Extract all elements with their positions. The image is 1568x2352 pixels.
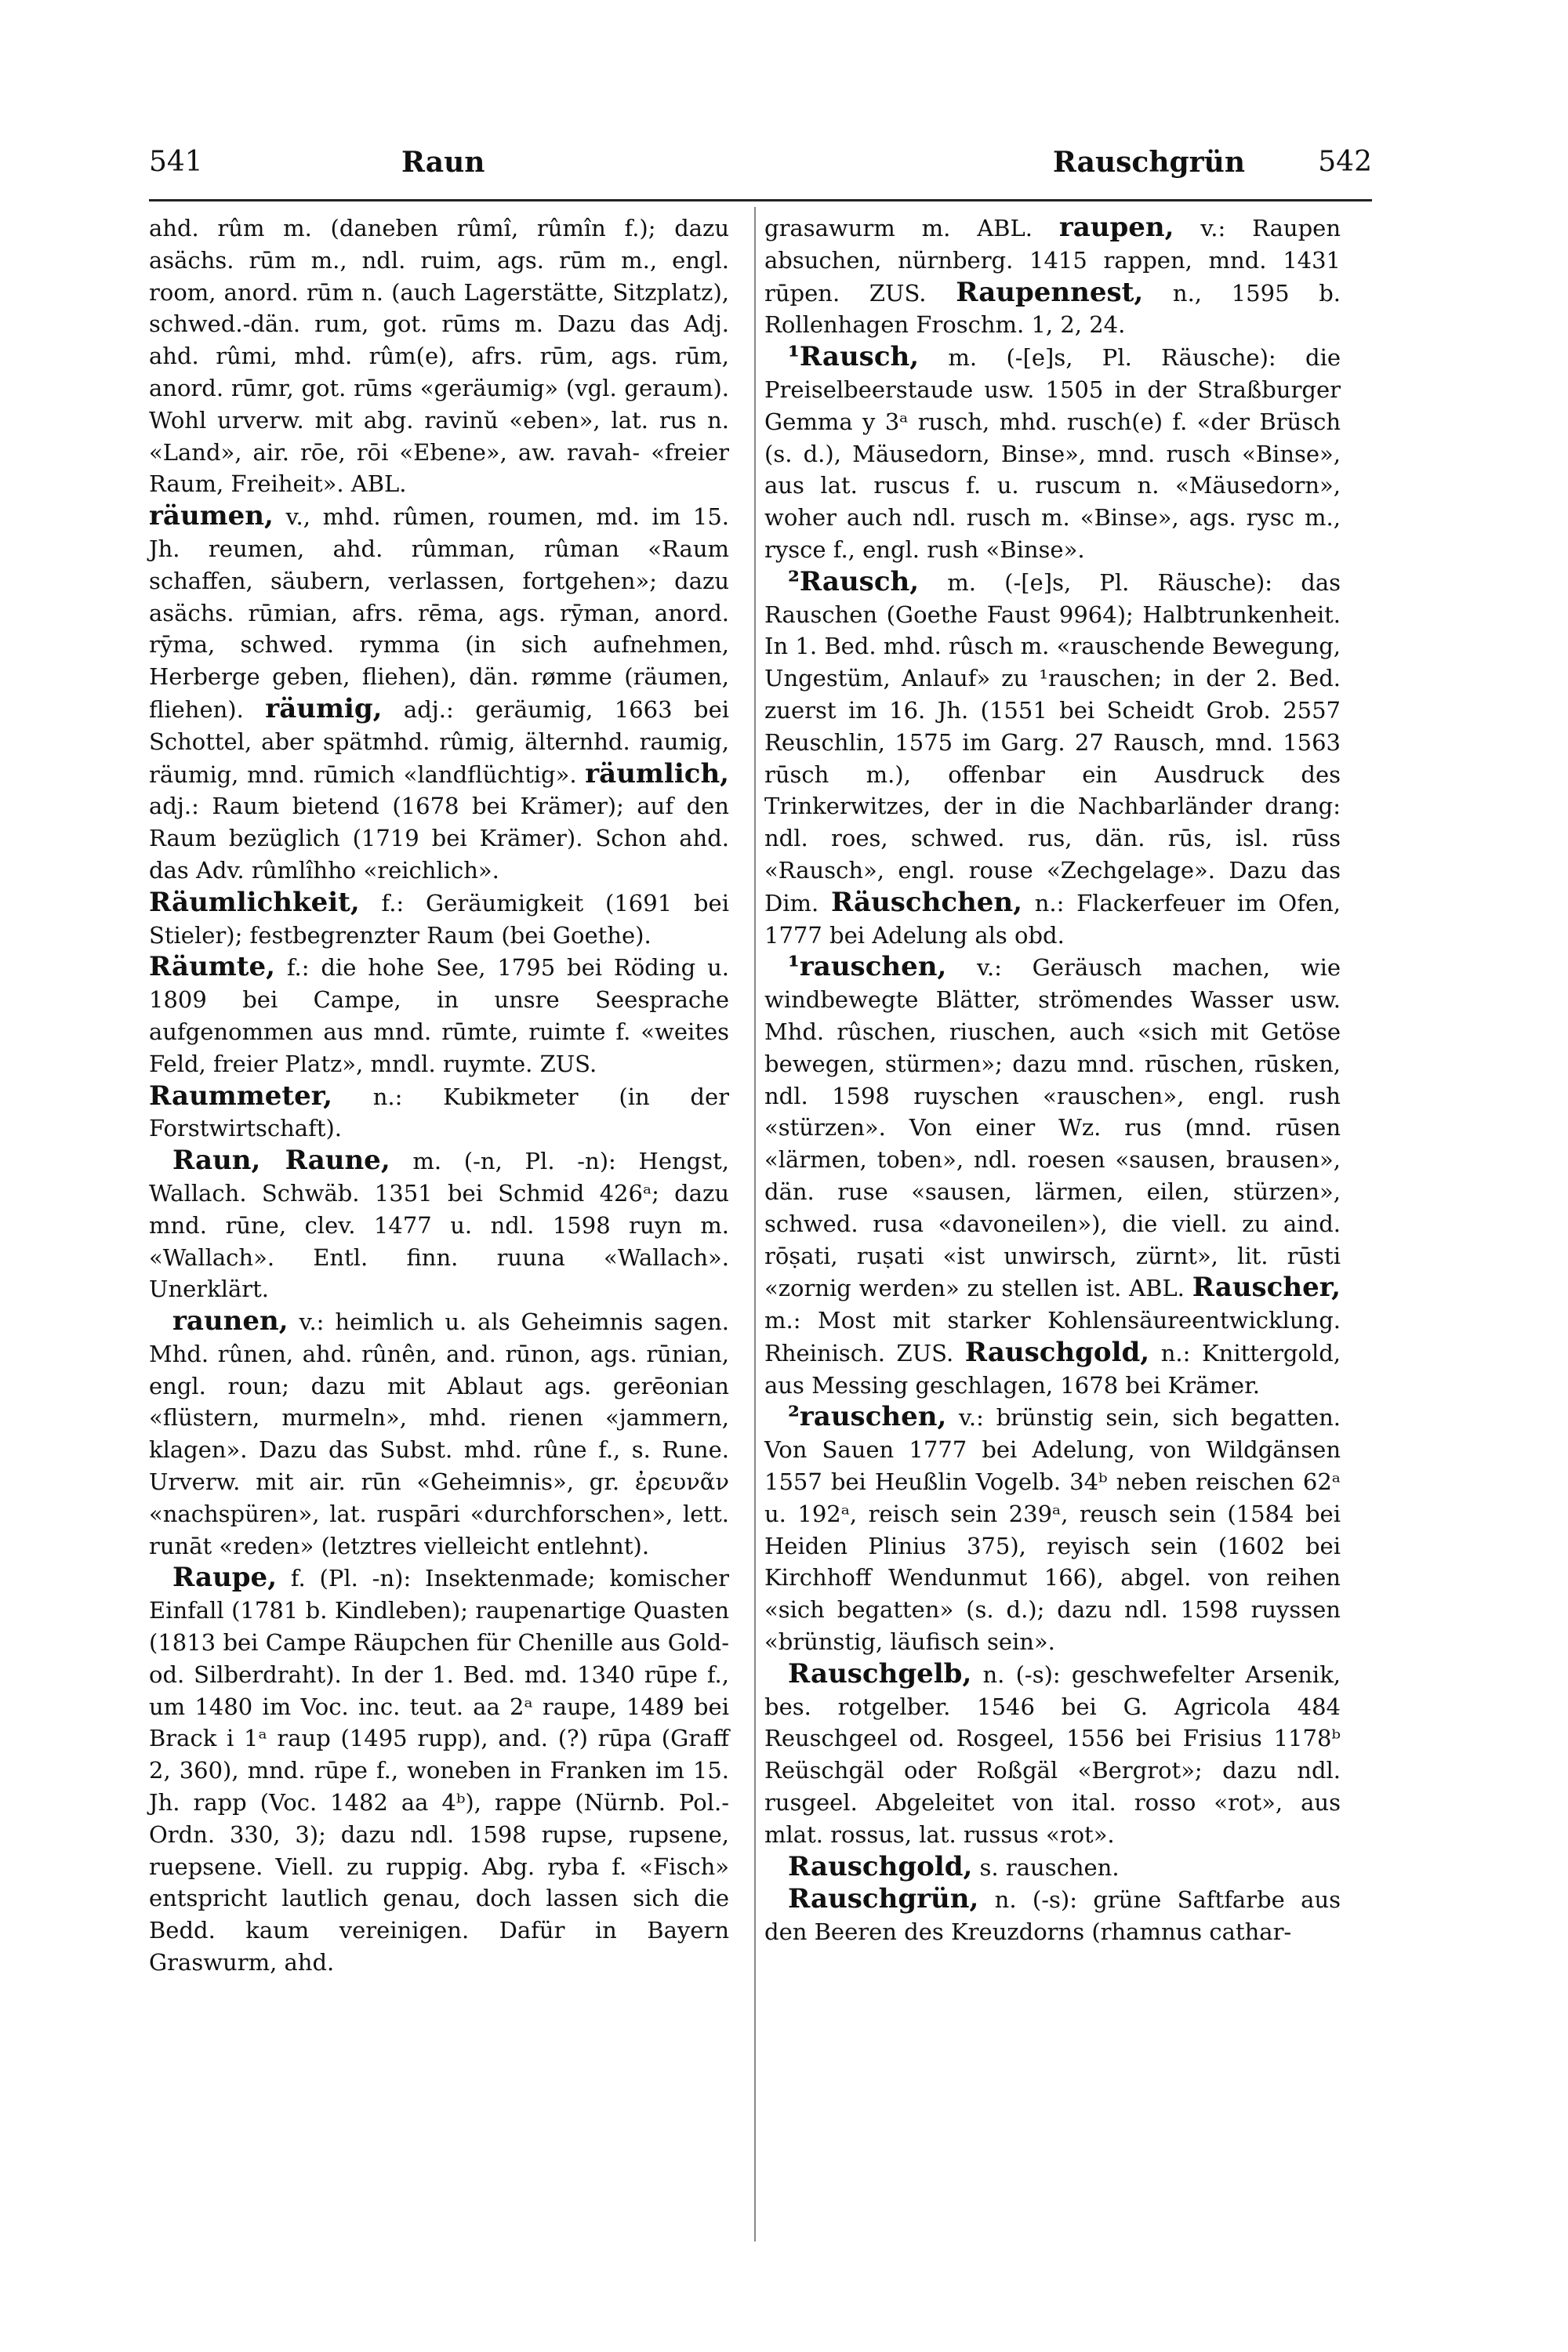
entry-paragraph: ahd. rûm m. (daneben rûmî, rûmîn f.); dazu asächs. rūm m., ndl. ruim, ags. rūm m., engl. room, anord. rūm n. (auch Lagerstätte, Sitzplatz), schwed.-dän. rum, got. rūms m. Dazu das Adj. ahd. rûmi, mhd. rûm(e), afrs. rūm, ags. rūm, anord. rūmr, got. rūms «geräumig» (vgl. geraum). Wohl urverw. mit abg. ravinŭ «eben», lat. rus n. «Land», air. rōe, rōi «Ebene», aw. ravah- «freier Raum, Freiheit». ABL. [149,215,729,498]
entry-paragraph [764,1883,1341,1948]
entry-text: m.: Most mit starker Kohlensäureentwicklung. Rheinisch. ZUS. [764,1307,1341,1367]
entry-lemma: raupen, [1058,212,1174,243]
entry-text: n. (-s): geschwefelter Arsenik, bes. rotgelber. 1546 bei G. Agricola 484 Reuschgeel od. Rosgeel, 1556 bei Frisius 1178ᵇ Reüschgäl oder Roßgäl «Bergrot»; dazu ndl. rusgeel. Abgeleitet von ital. rosso «rot», aus mlat. rossus, lat. russus «rot». [764,1661,1341,1848]
entry-lemma: räumlich, [585,757,729,789]
entry-lemma: ¹rauschen, [788,951,947,983]
running-title-right: Rauschgrün [1052,146,1245,179]
entry-lemma: ¹Rausch, [788,341,920,373]
entry-lemma: Räumlichkeit, [149,886,360,918]
entry-text: v.: Raupen absuchen, nürnberg. 1415 rappen, mnd. 1431 rūpen. ZUS. [764,215,1341,307]
entry-lemma: ²Rausch, [788,565,920,597]
entry-text: n.: Knittergold, aus Messing geschlagen, 1678 bei Krämer. [764,1339,1341,1399]
entry-paragraph [764,1658,1341,1851]
entry-text: s. rauschen. [979,1853,1120,1881]
entry-paragraph [149,1305,729,1562]
entry-text: v., mhd. rûmen, roumen, md. im 15. Jh. reumen, ahd. rûmman, rûman «Raum schaffen, säubern, verlassen, fortgehen»; dazu asächs. rūmian, afrs. rēma, ags. rȳman, anord. rȳma, schwed. rymma (in sich aufnehmen, Herberge geben, fliehen), dän. rømme (räumen, fliehen). [149,503,729,723]
entry-text: m. (-n, Pl. -n): Hengst, Wallach. Schwäb. 1351 bei Schmid 426ᵃ; dazu mnd. rūne, clev. 1477 u. ndl. 1598 ruyn m. «Wallach». Entl. finn. ruuna «Wallach». Unerklärt. [149,1148,729,1303]
entry-text: f. (Pl. -n): Insektenmade; komischer Einfall (1781 b. Kindleben); raupenartige Quasten (1813 bei Campe Räupchen für Chenille aus Gold- od. Silberdraht). In der 1. Bed. md. 1340 rūpe f., um 1480 im Voc. inc. teut. aa 2ᵃ raupe, 1489 bei Brack i 1ᵃ raup (1495 rupp), and. (?) rūpa (Graff 2, 360), mnd. rūpe f., woneben in Franken im 15. Jh. rapp (Voc. 1482 aa 4ᵇ), rappe (Nürnb. Pol.-Ordn. 330, 3); dazu ndl. 1598 rupse, rupsene, ruepsene. Viell. zu ruppig. Abg. ryba f. «Fisch» entspricht lautlich genau, doch lassen sich die Bedd. kaum vereinigen. Dafür in Bayern Graswurm, ahd. [149,1565,730,1976]
entry-paragraph [149,951,729,1080]
entry-lemma: Rauschgold, [788,1850,973,1882]
entry-lemma: Raun, Raune, [172,1145,390,1177]
entry-text: n. (-s): grüne Saftfarbe aus den Beeren des Kreuzdorns (rhamnus cathar- [764,1886,1341,1946]
entry-lemma: räumen, [149,500,274,532]
running-title-left: Raun [401,146,485,179]
entry-lemma: raunen, [172,1305,289,1338]
entry-text: grasawurm m. ABL. [764,215,1033,241]
entry-text: v.: Geräusch machen, wie windbewegte Blätter, strömendes Wasser usw. Mhd. rûschen, riuschen, auch «sich mit Getöse bewegen, stürmen»; dazu mnd. rūschen, rūsken, ndl. 1598 ruyschen «rauschen», engl. rush «stürzen». Von einer Wz. rus (mnd. rūsen «lärmen, toben», ndl. roesen «sausen, brausen», dän. ruse «sausen, lärmen, eilen, stürzen», schwed. rusa «davoneilen»), die viell. zu aind. rōṣati, ruṣati «ist unwirsch, zürnt», lit. rūsti «zornig werden» zu stellen ist. ABL. [764,954,1341,1302]
entry-text: f.: die hohe See, 1795 bei Röding u. 1809 bei Campe, in unsre Seesprache aufgenommen aus mnd. rūmte, ruimte f. «weites Feld, freier Platz», mndl. ruymte. ZUS. [149,954,730,1077]
entry-text: f.: Geräumigkeit (1691 bei Stieler); festbegrenzter Raum (bei Goethe). [149,889,729,949]
entry-lemma: Räumte, [149,951,275,983]
entry-text: v.: heimlich u. als Geheimnis sagen. Mhd. rûnen, ahd. rûnên, and. rūnon, ags. rūnian, engl. roun; dazu mit Ablaut ags. gerēonian «flüstern, murmeln», mhd. rienen «jammern, klagen». Dazu das Subst. mhd. rûne f., s. Rune. Urverw. mit air. rūn «Geheimnis», gr. ἐρευνᾶν «nachspüren», lat. ruspāri «durchforschen», lett. runāt «reden» (letztres vielleicht entlehnt). [149,1308,729,1559]
entry-paragraph [764,566,1341,952]
entry-paragraph [764,212,1341,341]
entry-paragraph [764,341,1341,566]
entry-paragraph [149,500,729,887]
entry-lemma: räumig, [265,692,383,724]
entry-paragraph [149,1080,729,1145]
header-rule [149,199,1372,201]
entry-lemma: Rauschgold, [964,1336,1150,1368]
page-header [149,146,1372,193]
entry-text: n.: Kubikmeter (in der Forstwirtschaft). [149,1083,729,1142]
entry-text: adj.: geräumig, 1663 bei Schottel, aber spätmhd. rûmig, älternhd. raumig, räumig, mnd. rūmich «landflüchtig». [149,695,730,788]
entry-paragraph [149,1145,729,1305]
right-column [764,212,1341,1948]
entry-lemma: Raummeter, [149,1080,332,1112]
entry-paragraph [149,887,729,952]
entry-paragraph [764,1851,1341,1884]
entry-text: m. (-[e]s, Pl. Räusche): die Preiselbeerstaude usw. 1505 in der Straßburger Gemma y 3ᵃ rusch, mhd. rusch(e) f. «der Brüsch (s. d.), Mäusedorn, Binse», mnd. rusch «Binse», aus lat. ruscus f. u. ruscum n. «Mäusedorn», woher auch ndl. rusch m. «Binse», ags. rysc m., rysce f., engl. rush «Binse». [764,344,1341,563]
page-number-left: 541 [149,146,203,178]
entry-paragraph [764,1401,1341,1657]
entry-lemma: Rauschgelb, [788,1657,972,1690]
entry-lemma: ²rauschen, [788,1401,947,1433]
entry-lemma: Raupe, [172,1562,278,1594]
left-column [149,212,729,1979]
entry-lemma: Rauscher, [1192,1272,1341,1304]
entry-paragraph [764,951,1341,1401]
page-number-right: 542 [1318,146,1372,178]
entry-text: v.: brünstig sein, sich begatten. Von Sauen 1777 bei Adelung, von Wildgänsen 1557 bei Heußlin Vogelb. 34ᵇ neben reischen 62ᵃ u. 192ᵃ, reisch sein 239ᵃ, reusch sein (1584 bei Heiden Plinius 375), reyisch sein (1602 bei Kirchhoff Wendunmut 166), abgel. von reihen «sich begatten» (s. d.); dazu ndl. 1598 ruyssen «brünstig, läufisch sein». [764,1404,1341,1656]
entry-text: n.: Flackerfeuer im Ofen, 1777 bei Adelung als obd. [764,889,1341,949]
entry-text: m. (-[e]s, Pl. Räusche): das Rauschen (Goethe Faust 9964); Halbtrunkenheit. In 1. Bed. mhd. rûsch m. «rauschende Bewegung, Ungestüm, Anlauf» zu ¹rauschen; in der 2. Bed. zuerst im 16. Jh. (1551 bei Scheidt Grob. 2557 Reuschlin, 1575 im Garg. 27 Rausch, mnd. 1563 rūsch m.), offenbar ein Ausdruck des Trinkerwitzes, der in die Nachbarländer drang: ndl. roes, schwed. rus, dän. rūs, isl. rūss «Rausch», engl. rouse «Zechgelage». Dazu das Dim. [764,568,1341,916]
entry-text: adj.: Raum bietend (1678 bei Krämer); auf den Raum bezüglich (1719 bei Krämer). Schon ahd. das Adv. rûmlîhho «reichlich». [149,793,729,884]
entry-text: n., 1595 b. Rollenhagen Froschm. 1, 2, 24. [764,279,1341,339]
column-divider [754,207,756,2241]
entry-lemma: Rauschgrün, [788,1883,979,1915]
entry-lemma: Raupennest, [956,276,1144,308]
entry-lemma: Räuschchen, [830,886,1022,918]
entry-paragraph [149,1562,729,1978]
